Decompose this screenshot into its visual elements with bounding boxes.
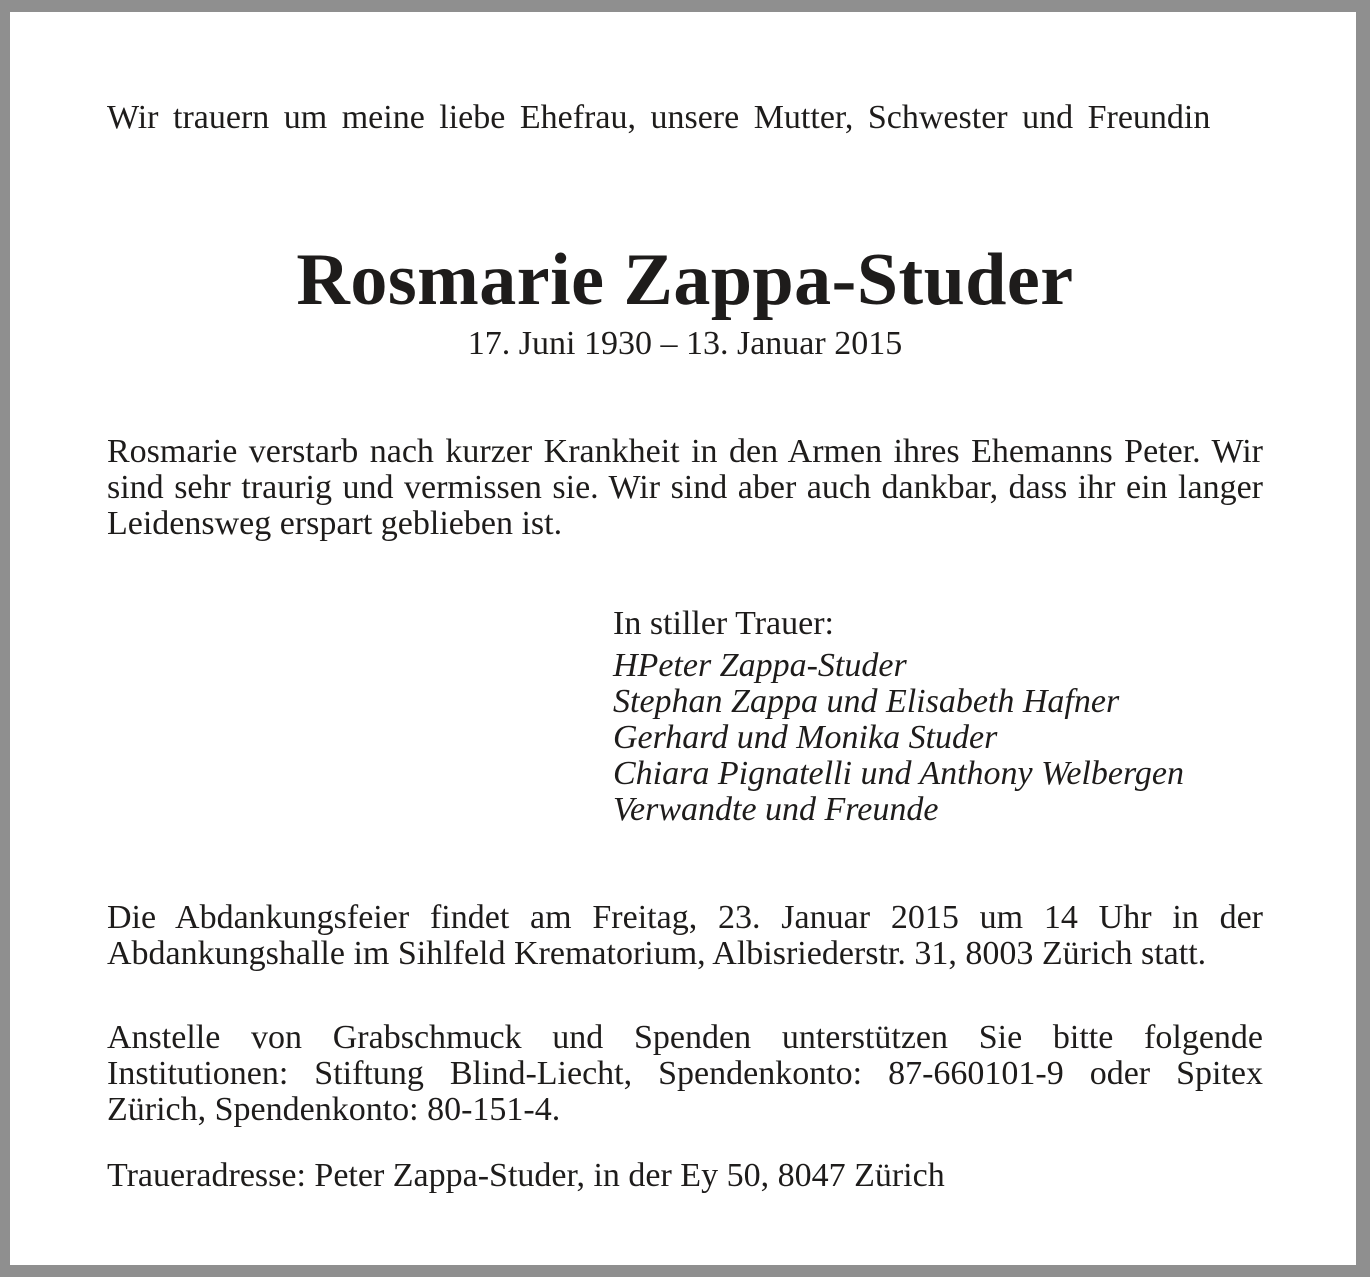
obituary-body: Rosmarie verstarb nach kurzer Krankheit in den Armen ihres Ehemanns Peter. Wir sind sehr traurig und vermissen sie. Wir sind aber auch dankbar, dass ihr ein langer Leidensweg erspart geblieben ist. (107, 433, 1263, 542)
mourner-name: Gerhard und Monika Studer (613, 719, 998, 756)
mourner-name: Chiara Pignatelli und Anthony Welbergen (613, 755, 1185, 792)
mourner-name: HPeter Zappa-Studer (613, 647, 907, 684)
mourner-name: Verwandte und Freunde (613, 791, 939, 828)
mourner-name: Stephan Zappa und Elisabeth Hafner (613, 683, 1120, 720)
obituary-notice (10, 12, 1356, 1265)
intro-text: Wir trauern um meine liebe Ehefrau, unsere Mutter, Schwester und Freundin (107, 99, 1211, 136)
mourners-section (613, 606, 1273, 828)
life-dates: 17. Juni 1930 – 13. Januar 2015 (467, 325, 903, 362)
deceased-name: Rosmarie Zappa-Studer (296, 239, 1074, 321)
mourning-address: Traueradresse: Peter Zappa-Studer, in der Ey 50, 8047 Zürich (107, 1157, 945, 1194)
mourners-heading: In stiller Trauer: (613, 605, 834, 642)
ceremony-info: Die Abdankungsfeier findet am Freitag, 23. Januar 2015 um 14 Uhr in der Abdankungshalle im Sihlfeld Krematorium, Albisriederstr. 31, 8003 Zürich statt. (107, 899, 1263, 972)
donations-info: Anstelle von Grabschmuck und Spenden unterstützen Sie bitte folgende Institutionen: Stiftung Blind-Liecht, Spendenkonto: 87-660101-9 oder Spitex Zürich, Spendenkonto: 80-151-4. (107, 1019, 1263, 1128)
mourners-list (613, 648, 1273, 828)
